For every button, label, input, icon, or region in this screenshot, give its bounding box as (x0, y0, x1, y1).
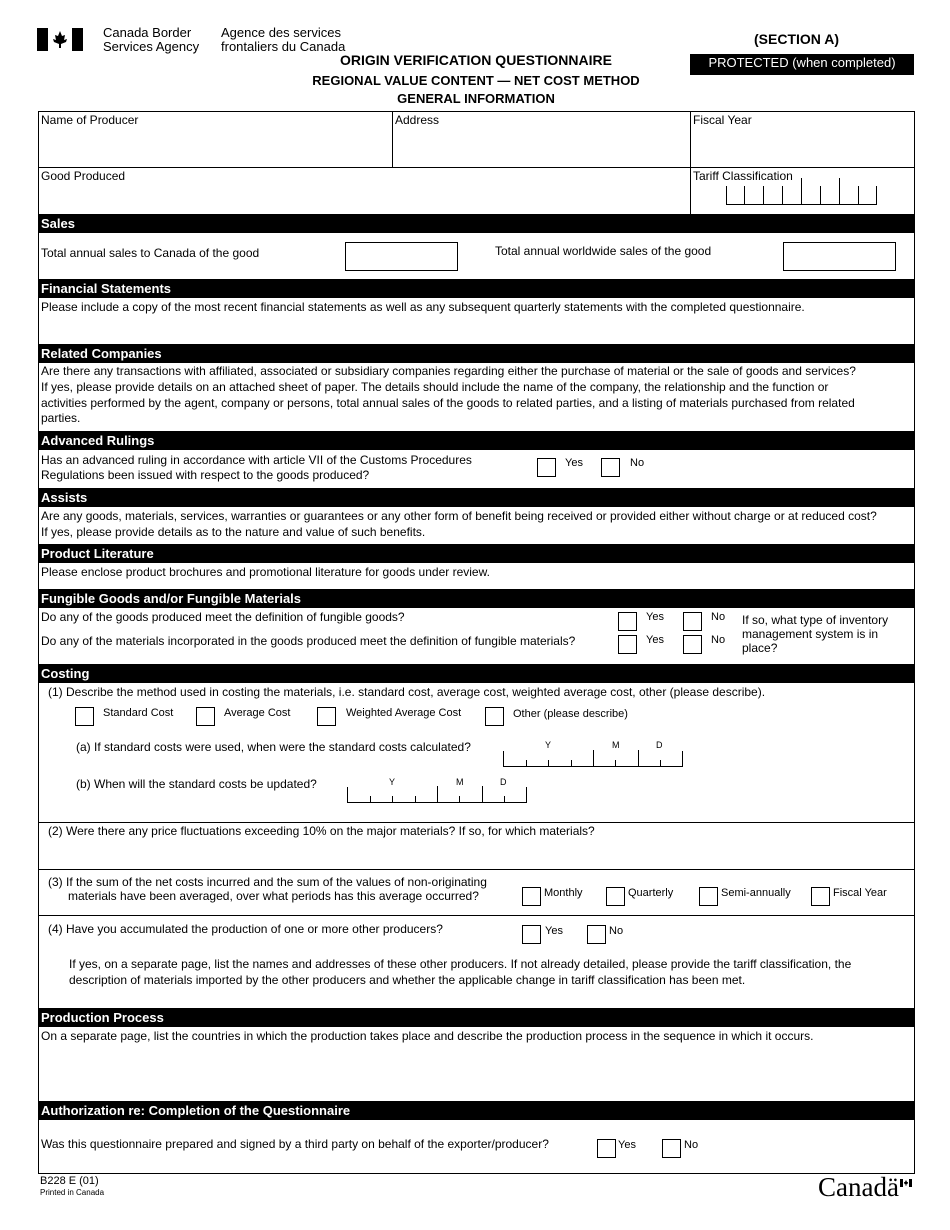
agency-name-fr-2: frontaliers du Canada (221, 39, 346, 54)
good-produced-field[interactable] (40, 184, 688, 214)
agency-name-en-1: Canada Border (103, 25, 192, 40)
sales-worldwide-input[interactable] (783, 242, 896, 271)
average-cost-checkbox[interactable] (196, 707, 215, 726)
monthly-checkbox[interactable] (522, 887, 541, 906)
q4-yes-checkbox[interactable] (522, 925, 541, 944)
production-heading: Production Process (38, 1008, 914, 1027)
fungible-q2-yes-label: Yes (646, 634, 664, 646)
authorization-yes-label: Yes (618, 1139, 636, 1151)
standard-cost-checkbox[interactable] (75, 707, 94, 726)
related-line-3: activities performed by the agent, company or persons, total annual sales of the goods to related parties, and a listing of materials purchased from related (41, 396, 855, 410)
page-title: ORIGIN VERIFICATION QUESTIONNAIRE (340, 52, 612, 68)
fungible-inventory-line-2: management system is in (742, 627, 879, 641)
section-label: (SECTION A) (754, 31, 840, 47)
costing-heading: Costing (38, 664, 914, 683)
qb-month-label: M (456, 777, 464, 787)
address-field[interactable] (394, 128, 688, 166)
authorization-no-label: No (684, 1139, 699, 1151)
fungible-inventory-line-1: If so, what type of inventory (742, 613, 889, 627)
q4-yes-label: Yes (545, 925, 563, 937)
rulings-line-1: Has an advanced ruling in accordance with article VII of the Customs Procedures (41, 453, 472, 467)
qa-day-label: D (656, 740, 663, 750)
tariff-classification-label: Tariff Classification (693, 169, 793, 183)
authorization-no-checkbox[interactable] (662, 1139, 681, 1158)
semi-annually-checkbox[interactable] (699, 887, 718, 906)
related-line-2: If yes, please provide details on an attached sheet of paper. The details should include the name of the company, the relationship and the function or (41, 380, 829, 394)
canada-wordmark (818, 1172, 914, 1202)
rulings-no-checkbox[interactable] (601, 458, 620, 477)
fiscal-year-period-label: Fiscal Year (833, 887, 887, 899)
fungible-q1-no-label: No (711, 611, 726, 623)
literature-heading: Product Literature (38, 544, 914, 563)
semi-annually-label: Semi-annually (721, 887, 791, 899)
fungible-q1-yes-checkbox[interactable] (618, 612, 637, 631)
other-cost-checkbox[interactable] (485, 707, 504, 726)
fiscal-year-field[interactable] (692, 128, 912, 166)
fungible-q2: Do any of the materials incorporated in the goods produced meet the definition of fungible materials? (41, 634, 576, 648)
qb-year-label: Y (389, 777, 396, 787)
costing-q3-line-1: (3) If the sum of the net costs incurred and the sum of the values of non-originating (48, 875, 487, 889)
related-heading: Related Companies (38, 344, 914, 363)
fungible-q1-yes-label: Yes (646, 611, 664, 623)
authorization-question: Was this questionnaire prepared and signed by a third party on behalf of the exporter/producer? (41, 1137, 549, 1151)
rulings-yes-checkbox[interactable] (537, 458, 556, 477)
tariff-classification-field[interactable] (726, 178, 877, 205)
fungible-inventory-line-3: place? (742, 641, 778, 655)
fungible-q2-no-checkbox[interactable] (683, 635, 702, 654)
q4-no-label: No (609, 925, 624, 937)
rulings-line-2: Regulations been issued with respect to the goods produced? (41, 468, 370, 482)
sales-canada-label: Total annual sales to Canada of the good (41, 246, 260, 260)
assists-line-1: Are any goods, materials, services, warranties or guarantees or any other form of benefit being received or provided either without charge or at reduced cost? (41, 509, 877, 523)
authorization-yes-checkbox[interactable] (597, 1139, 616, 1158)
page-subtitle: REGIONAL VALUE CONTENT — NET COST METHOD (312, 73, 640, 88)
rulings-yes-label: Yes (565, 457, 583, 469)
costing-q4-text-1: If yes, on a separate page, list the names and addresses of these other producers. If not already detailed, please provide the tariff classification, the (69, 957, 852, 971)
form-number: B228 E (01) (40, 1175, 99, 1187)
fungible-q1: Do any of the goods produced meet the definition of fungible goods? (41, 610, 405, 624)
costing-q4: (4) Have you accumulated the production of one or more other producers? (48, 922, 443, 936)
canada-wordmark-text: Canadä (818, 1172, 899, 1202)
qb-day-label: D (500, 777, 507, 787)
costing-q1: (1) Describe the method used in costing the materials, i.e. standard cost, average cost, weighted average cost, other (please describe). (48, 685, 766, 699)
page-subtitle-2: GENERAL INFORMATION (397, 91, 555, 106)
quarterly-checkbox[interactable] (606, 887, 625, 906)
canada-flag-icon (37, 28, 83, 51)
financial-text: Please include a copy of the most recent financial statements as well as any subsequent quarterly statements with the completed questionnaire. (41, 300, 805, 314)
financial-heading: Financial Statements (38, 279, 914, 298)
fungible-heading: Fungible Goods and/or Fungible Materials (38, 589, 914, 608)
costing-q4-text-2: description of materials imported by the other producers and whether the applicable change in tariff classification has been met. (69, 973, 746, 987)
costing-q2: (2) Were there any price fluctuations exceeding 10% on the major materials? If so, for which materials? (48, 824, 595, 838)
related-line-4: parties. (41, 411, 81, 425)
related-line-1: Are there any transactions with affiliated, associated or subsidiary companies regarding either the purchase of material or the sale of goods and services? (41, 364, 856, 378)
fiscal-year-checkbox[interactable] (811, 887, 830, 906)
agency-name-en-2: Services Agency (103, 39, 200, 54)
qa-date-field[interactable] (503, 751, 683, 767)
authorization-heading: Authorization re: Completion of the Questionnaire (38, 1101, 914, 1120)
average-cost-label: Average Cost (224, 707, 291, 719)
fiscal-year-label: Fiscal Year (693, 113, 752, 127)
protected-banner: PROTECTED (when completed) (690, 54, 914, 75)
monthly-label: Monthly (544, 887, 583, 899)
weighted-average-cost-checkbox[interactable] (317, 707, 336, 726)
standard-cost-label: Standard Cost (103, 707, 174, 719)
qa-year-label: Y (545, 740, 552, 750)
printed-in-canada: Printed in Canada (40, 1188, 105, 1197)
canada-wordmark-flag-icon (900, 1176, 912, 1184)
name-of-producer-field[interactable] (40, 128, 390, 166)
sales-worldwide-label: Total annual worldwide sales of the good (495, 244, 712, 258)
production-text: On a separate page, list the countries in which the production takes place and describe the production process in the sequence in which it occurs. (41, 1029, 814, 1043)
fungible-q1-no-checkbox[interactable] (683, 612, 702, 631)
costing-qb: (b) When will the standard costs be updated? (76, 777, 317, 791)
costing-q3-line-2: materials have been averaged, over what periods has this average occurred? (68, 889, 479, 903)
agency-name-fr-1: Agence des services (221, 25, 341, 40)
rulings-heading: Advanced Rulings (38, 431, 914, 450)
rulings-no-label: No (630, 457, 645, 469)
qa-month-label: M (612, 740, 620, 750)
fungible-q2-yes-checkbox[interactable] (618, 635, 637, 654)
weighted-average-cost-label: Weighted Average Cost (346, 707, 462, 719)
name-of-producer-label: Name of Producer (41, 113, 139, 127)
quarterly-label: Quarterly (628, 887, 674, 899)
sales-canada-input[interactable] (345, 242, 458, 271)
qb-date-field[interactable] (347, 787, 527, 803)
fungible-q2-no-label: No (711, 634, 726, 646)
sales-heading: Sales (38, 214, 914, 233)
assists-line-2: If yes, please provide details as to the nature and value of such benefits. (41, 525, 426, 539)
other-cost-label: Other (please describe) (513, 708, 628, 720)
address-label: Address (395, 113, 440, 127)
costing-qa: (a) If standard costs were used, when were the standard costs calculated? (76, 740, 471, 754)
good-produced-label: Good Produced (41, 169, 126, 183)
q4-no-checkbox[interactable] (587, 925, 606, 944)
literature-text: Please enclose product brochures and promotional literature for goods under review. (41, 565, 490, 579)
assists-heading: Assists (38, 488, 914, 507)
